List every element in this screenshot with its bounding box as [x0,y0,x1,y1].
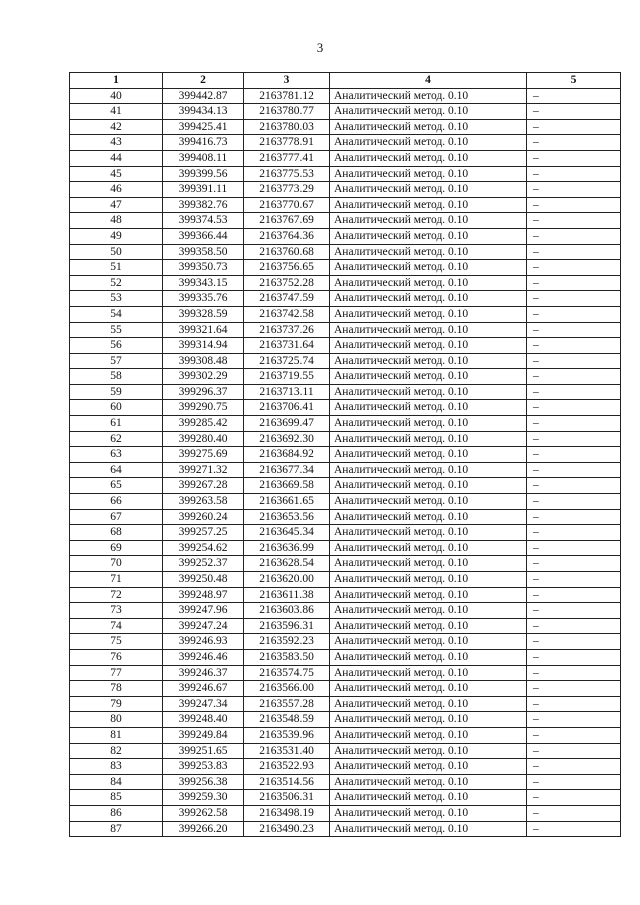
x-coordinate-cell: 399250.48 [163,572,244,588]
point-number-cell: 61 [70,416,163,432]
y-coordinate-cell: 2163531.40 [244,743,330,759]
point-number-cell: 55 [70,322,163,338]
note-cell: – [527,244,621,260]
note-cell: – [527,478,621,494]
x-coordinate-cell: 399260.24 [163,509,244,525]
y-coordinate-cell: 2163737.26 [244,322,330,338]
method-cell: Аналитический метод. 0.10 [330,556,527,572]
table-row [70,587,621,603]
point-number-cell: 59 [70,384,163,400]
method-cell: Аналитический метод. 0.10 [330,696,527,712]
method-cell: Аналитический метод. 0.10 [330,774,527,790]
y-coordinate-cell: 2163592.23 [244,634,330,650]
table-row [70,228,621,244]
table-row [70,416,621,432]
method-cell: Аналитический метод. 0.10 [330,197,527,213]
column-header-4: 4 [330,73,527,89]
table-row [70,649,621,665]
y-coordinate-cell: 2163603.86 [244,603,330,619]
table-row [70,104,621,120]
table-row [70,509,621,525]
y-coordinate-cell: 2163775.53 [244,166,330,182]
note-cell: – [527,696,621,712]
table-row [70,540,621,556]
method-cell: Аналитический метод. 0.10 [330,587,527,603]
table-row [70,727,621,743]
point-number-cell: 75 [70,634,163,650]
x-coordinate-cell: 399256.38 [163,774,244,790]
y-coordinate-cell: 2163756.65 [244,260,330,276]
y-coordinate-cell: 2163760.68 [244,244,330,260]
y-coordinate-cell: 2163773.29 [244,182,330,198]
x-coordinate-cell: 399263.58 [163,494,244,510]
y-coordinate-cell: 2163752.28 [244,275,330,291]
note-cell: – [527,805,621,821]
y-coordinate-cell: 2163636.99 [244,540,330,556]
method-cell: Аналитический метод. 0.10 [330,743,527,759]
table-row [70,369,621,385]
method-cell: Аналитический метод. 0.10 [330,821,527,837]
note-cell: – [527,353,621,369]
point-number-cell: 68 [70,525,163,541]
note-cell: – [527,166,621,182]
note-cell: – [527,494,621,510]
note-cell: – [527,400,621,416]
method-cell: Аналитический метод. 0.10 [330,213,527,229]
x-coordinate-cell: 399247.34 [163,696,244,712]
note-cell: – [527,743,621,759]
point-number-cell: 62 [70,431,163,447]
table-row [70,244,621,260]
method-cell: Аналитический метод. 0.10 [330,338,527,354]
column-header-1: 1 [70,73,163,89]
method-cell: Аналитический метод. 0.10 [330,400,527,416]
y-coordinate-cell: 2163506.31 [244,790,330,806]
x-coordinate-cell: 399249.84 [163,727,244,743]
note-cell: – [527,228,621,244]
x-coordinate-cell: 399280.40 [163,431,244,447]
table-row [70,431,621,447]
method-cell: Аналитический метод. 0.10 [330,260,527,276]
coordinates-table [69,72,621,837]
point-number-cell: 56 [70,338,163,354]
table-row [70,447,621,463]
point-number-cell: 76 [70,649,163,665]
note-cell: – [527,618,621,634]
y-coordinate-cell: 2163566.00 [244,681,330,697]
x-coordinate-cell: 399252.37 [163,556,244,572]
method-cell: Аналитический метод. 0.10 [330,182,527,198]
x-coordinate-cell: 399246.46 [163,649,244,665]
table-row [70,88,621,104]
x-coordinate-cell: 399366.44 [163,228,244,244]
y-coordinate-cell: 2163777.41 [244,150,330,166]
note-cell: – [527,509,621,525]
y-coordinate-cell: 2163514.56 [244,774,330,790]
x-coordinate-cell: 399246.93 [163,634,244,650]
y-coordinate-cell: 2163747.59 [244,291,330,307]
point-number-cell: 69 [70,540,163,556]
y-coordinate-cell: 2163706.41 [244,400,330,416]
y-coordinate-cell: 2163719.55 [244,369,330,385]
y-coordinate-cell: 2163628.54 [244,556,330,572]
method-cell: Аналитический метод. 0.10 [330,572,527,588]
table-row [70,400,621,416]
y-coordinate-cell: 2163522.93 [244,759,330,775]
method-cell: Аналитический метод. 0.10 [330,509,527,525]
table-row [70,166,621,182]
point-number-cell: 53 [70,291,163,307]
table-row [70,525,621,541]
point-number-cell: 67 [70,509,163,525]
x-coordinate-cell: 399408.11 [163,150,244,166]
note-cell: – [527,322,621,338]
method-cell: Аналитический метод. 0.10 [330,291,527,307]
y-coordinate-cell: 2163778.91 [244,135,330,151]
point-number-cell: 47 [70,197,163,213]
point-number-cell: 78 [70,681,163,697]
method-cell: Аналитический метод. 0.10 [330,727,527,743]
column-header-2: 2 [163,73,244,89]
table-row [70,462,621,478]
table-row [70,213,621,229]
note-cell: – [527,821,621,837]
table-row [70,572,621,588]
point-number-cell: 81 [70,727,163,743]
y-coordinate-cell: 2163780.03 [244,119,330,135]
table-header [70,73,621,89]
table-row [70,478,621,494]
note-cell: – [527,556,621,572]
note-cell: – [527,384,621,400]
method-cell: Аналитический метод. 0.10 [330,369,527,385]
y-coordinate-cell: 2163574.75 [244,665,330,681]
table-row [70,119,621,135]
y-coordinate-cell: 2163764.36 [244,228,330,244]
point-number-cell: 40 [70,88,163,104]
note-cell: – [527,88,621,104]
y-coordinate-cell: 2163692.30 [244,431,330,447]
x-coordinate-cell: 399343.15 [163,275,244,291]
y-coordinate-cell: 2163498.19 [244,805,330,821]
table-row [70,150,621,166]
x-coordinate-cell: 399285.42 [163,416,244,432]
y-coordinate-cell: 2163661.65 [244,494,330,510]
point-number-cell: 80 [70,712,163,728]
x-coordinate-cell: 399296.37 [163,384,244,400]
method-cell: Аналитический метод. 0.10 [330,275,527,291]
x-coordinate-cell: 399321.64 [163,322,244,338]
x-coordinate-cell: 399253.83 [163,759,244,775]
point-number-cell: 58 [70,369,163,385]
note-cell: – [527,572,621,588]
note-cell: – [527,727,621,743]
x-coordinate-cell: 399416.73 [163,135,244,151]
method-cell: Аналитический метод. 0.10 [330,790,527,806]
note-cell: – [527,525,621,541]
table-row [70,135,621,151]
note-cell: – [527,649,621,665]
y-coordinate-cell: 2163781.12 [244,88,330,104]
note-cell: – [527,587,621,603]
point-number-cell: 83 [70,759,163,775]
x-coordinate-cell: 399271.32 [163,462,244,478]
note-cell: – [527,416,621,432]
point-number-cell: 45 [70,166,163,182]
y-coordinate-cell: 2163780.77 [244,104,330,120]
note-cell: – [527,634,621,650]
note-cell: – [527,135,621,151]
note-cell: – [527,150,621,166]
point-number-cell: 70 [70,556,163,572]
method-cell: Аналитический метод. 0.10 [330,478,527,494]
y-coordinate-cell: 2163539.96 [244,727,330,743]
table-row [70,681,621,697]
table-row [70,759,621,775]
point-number-cell: 41 [70,104,163,120]
table-row [70,665,621,681]
y-coordinate-cell: 2163684.92 [244,447,330,463]
point-number-cell: 64 [70,462,163,478]
y-coordinate-cell: 2163557.28 [244,696,330,712]
method-cell: Аналитический метод. 0.10 [330,104,527,120]
note-cell: – [527,213,621,229]
point-number-cell: 85 [70,790,163,806]
y-coordinate-cell: 2163725.74 [244,353,330,369]
table-row [70,260,621,276]
note-cell: – [527,712,621,728]
method-cell: Аналитический метод. 0.10 [330,353,527,369]
table-row [70,384,621,400]
point-number-cell: 73 [70,603,163,619]
table-row [70,696,621,712]
y-coordinate-cell: 2163611.38 [244,587,330,603]
note-cell: – [527,197,621,213]
method-cell: Аналитический метод. 0.10 [330,649,527,665]
x-coordinate-cell: 399314.94 [163,338,244,354]
x-coordinate-cell: 399302.29 [163,369,244,385]
method-cell: Аналитический метод. 0.10 [330,634,527,650]
point-number-cell: 71 [70,572,163,588]
method-cell: Аналитический метод. 0.10 [330,494,527,510]
note-cell: – [527,275,621,291]
table-row [70,790,621,806]
point-number-cell: 57 [70,353,163,369]
y-coordinate-cell: 2163669.58 [244,478,330,494]
note-cell: – [527,260,621,276]
point-number-cell: 77 [70,665,163,681]
note-cell: – [527,665,621,681]
x-coordinate-cell: 399374.53 [163,213,244,229]
method-cell: Аналитический метод. 0.10 [330,88,527,104]
note-cell: – [527,681,621,697]
x-coordinate-cell: 399246.37 [163,665,244,681]
note-cell: – [527,462,621,478]
x-coordinate-cell: 399251.65 [163,743,244,759]
x-coordinate-cell: 399246.67 [163,681,244,697]
x-coordinate-cell: 399267.28 [163,478,244,494]
note-cell: – [527,447,621,463]
point-number-cell: 52 [70,275,163,291]
table-row [70,556,621,572]
method-cell: Аналитический метод. 0.10 [330,805,527,821]
table-row [70,618,621,634]
point-number-cell: 82 [70,743,163,759]
x-coordinate-cell: 399442.87 [163,88,244,104]
method-cell: Аналитический метод. 0.10 [330,166,527,182]
table-row [70,197,621,213]
method-cell: Аналитический метод. 0.10 [330,712,527,728]
y-coordinate-cell: 2163653.56 [244,509,330,525]
note-cell: – [527,759,621,775]
method-cell: Аналитический метод. 0.10 [330,618,527,634]
x-coordinate-cell: 399350.73 [163,260,244,276]
y-coordinate-cell: 2163713.11 [244,384,330,400]
x-coordinate-cell: 399308.48 [163,353,244,369]
x-coordinate-cell: 399262.58 [163,805,244,821]
x-coordinate-cell: 399275.69 [163,447,244,463]
y-coordinate-cell: 2163548.59 [244,712,330,728]
method-cell: Аналитический метод. 0.10 [330,306,527,322]
page-number: 3 [316,40,324,55]
x-coordinate-cell: 399259.30 [163,790,244,806]
x-coordinate-cell: 399425.41 [163,119,244,135]
point-number-cell: 46 [70,182,163,198]
x-coordinate-cell: 399248.40 [163,712,244,728]
x-coordinate-cell: 399248.97 [163,587,244,603]
table-row [70,821,621,837]
table-row [70,634,621,650]
method-cell: Аналитический метод. 0.10 [330,759,527,775]
method-cell: Аналитический метод. 0.10 [330,431,527,447]
table-row [70,774,621,790]
x-coordinate-cell: 399257.25 [163,525,244,541]
table-row [70,712,621,728]
table-row [70,291,621,307]
note-cell: – [527,540,621,556]
point-number-cell: 63 [70,447,163,463]
note-cell: – [527,603,621,619]
point-number-cell: 44 [70,150,163,166]
x-coordinate-cell: 399382.76 [163,197,244,213]
point-number-cell: 43 [70,135,163,151]
method-cell: Аналитический метод. 0.10 [330,416,527,432]
table-row [70,494,621,510]
y-coordinate-cell: 2163767.69 [244,213,330,229]
x-coordinate-cell: 399335.76 [163,291,244,307]
method-cell: Аналитический метод. 0.10 [330,228,527,244]
method-cell: Аналитический метод. 0.10 [330,119,527,135]
point-number-cell: 86 [70,805,163,821]
y-coordinate-cell: 2163731.64 [244,338,330,354]
note-cell: – [527,119,621,135]
table-row [70,322,621,338]
point-number-cell: 87 [70,821,163,837]
x-coordinate-cell: 399391.11 [163,182,244,198]
x-coordinate-cell: 399247.96 [163,603,244,619]
x-coordinate-cell: 399328.59 [163,306,244,322]
x-coordinate-cell: 399434.13 [163,104,244,120]
method-cell: Аналитический метод. 0.10 [330,681,527,697]
header-row [70,73,621,89]
y-coordinate-cell: 2163742.58 [244,306,330,322]
method-cell: Аналитический метод. 0.10 [330,540,527,556]
point-number-cell: 72 [70,587,163,603]
method-cell: Аналитический метод. 0.10 [330,665,527,681]
method-cell: Аналитический метод. 0.10 [330,447,527,463]
method-cell: Аналитический метод. 0.10 [330,384,527,400]
point-number-cell: 50 [70,244,163,260]
note-cell: – [527,104,621,120]
point-number-cell: 74 [70,618,163,634]
point-number-cell: 49 [70,228,163,244]
point-number-cell: 48 [70,213,163,229]
point-number-cell: 84 [70,774,163,790]
note-cell: – [527,182,621,198]
method-cell: Аналитический метод. 0.10 [330,135,527,151]
point-number-cell: 65 [70,478,163,494]
method-cell: Аналитический метод. 0.10 [330,603,527,619]
y-coordinate-cell: 2163583.50 [244,649,330,665]
table-row [70,743,621,759]
note-cell: – [527,291,621,307]
method-cell: Аналитический метод. 0.10 [330,525,527,541]
y-coordinate-cell: 2163770.67 [244,197,330,213]
point-number-cell: 66 [70,494,163,510]
y-coordinate-cell: 2163490.23 [244,821,330,837]
y-coordinate-cell: 2163645.34 [244,525,330,541]
note-cell: – [527,306,621,322]
x-coordinate-cell: 399266.20 [163,821,244,837]
note-cell: – [527,369,621,385]
x-coordinate-cell: 399247.24 [163,618,244,634]
point-number-cell: 79 [70,696,163,712]
x-coordinate-cell: 399399.56 [163,166,244,182]
x-coordinate-cell: 399290.75 [163,400,244,416]
column-header-3: 3 [244,73,330,89]
note-cell: – [527,790,621,806]
y-coordinate-cell: 2163699.47 [244,416,330,432]
point-number-cell: 60 [70,400,163,416]
method-cell: Аналитический метод. 0.10 [330,244,527,260]
method-cell: Аналитический метод. 0.10 [330,322,527,338]
table-row [70,338,621,354]
point-number-cell: 42 [70,119,163,135]
table-row [70,603,621,619]
note-cell: – [527,431,621,447]
table-row [70,306,621,322]
y-coordinate-cell: 2163620.00 [244,572,330,588]
table-row [70,275,621,291]
note-cell: – [527,338,621,354]
table-body [70,88,621,837]
column-header-5: 5 [527,73,621,89]
table-row [70,805,621,821]
y-coordinate-cell: 2163677.34 [244,462,330,478]
table-row [70,182,621,198]
method-cell: Аналитический метод. 0.10 [330,150,527,166]
method-cell: Аналитический метод. 0.10 [330,462,527,478]
note-cell: – [527,774,621,790]
table-row [70,353,621,369]
x-coordinate-cell: 399358.50 [163,244,244,260]
point-number-cell: 54 [70,306,163,322]
x-coordinate-cell: 399254.62 [163,540,244,556]
y-coordinate-cell: 2163596.31 [244,618,330,634]
point-number-cell: 51 [70,260,163,276]
